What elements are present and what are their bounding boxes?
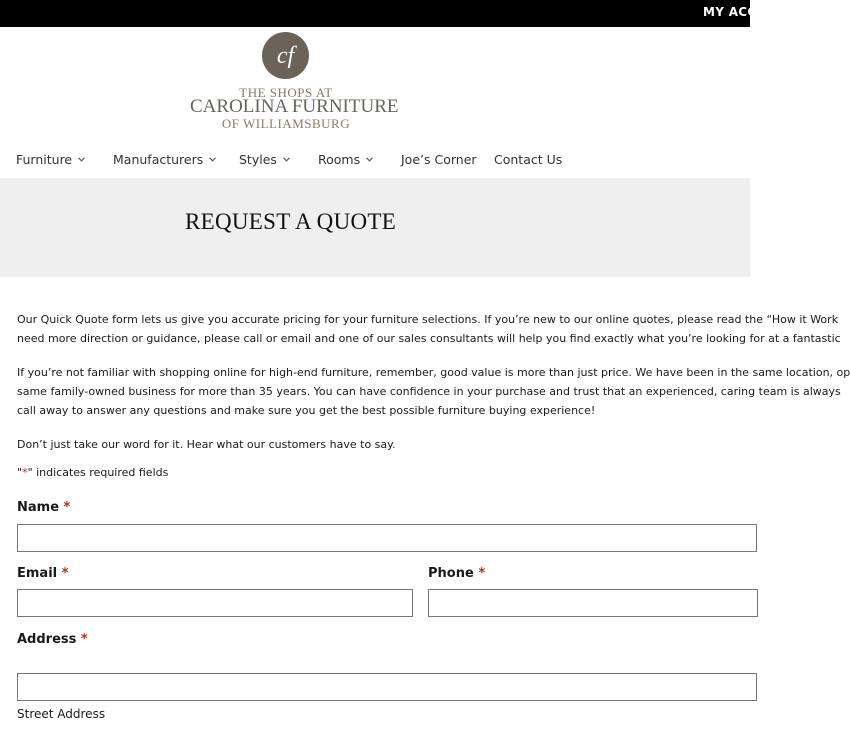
- required-asterisk: *: [478, 566, 486, 581]
- required-fields-note: "*" indicates required fields: [17, 466, 169, 479]
- chevron-down-icon: [283, 157, 290, 162]
- intro-paragraph-2-line-3: call away to answer any questions and make sure you get the best possible furniture buying experience!: [17, 404, 596, 417]
- email-label: Email *: [17, 566, 69, 581]
- intro-paragraph-1-line-1: Our Quick Quote form lets us give you accurate pricing for your furniture selections. If you’re new to our online quotes, please read the “How it Work: [17, 313, 839, 326]
- required-asterisk: *: [80, 632, 88, 647]
- site-logo[interactable]: [190, 32, 399, 132]
- nav-item-rooms[interactable]: [318, 152, 373, 167]
- intro-paragraph-2-line-2: same family-owned business for more than 35 years. You can have confidence in your purchase and trust that an experienced, caring team is always: [17, 385, 841, 398]
- page-title: REQUEST A QUOTE: [185, 209, 397, 234]
- chevron-down-icon: [366, 157, 373, 162]
- page-hero: [0, 178, 750, 277]
- nav-item-label: Rooms: [318, 152, 361, 167]
- nav-item-label: Contact Us: [494, 152, 563, 167]
- nav-item-contact-us[interactable]: [494, 152, 562, 167]
- my-account-link[interactable]: MY ACCO: [703, 5, 768, 19]
- phone-label: Phone *: [428, 566, 486, 581]
- nav-item-joes-corner[interactable]: [401, 152, 477, 167]
- nav-item-label: Styles: [239, 152, 277, 167]
- main-nav: [0, 150, 750, 172]
- street-address-input[interactable]: [17, 673, 757, 701]
- required-asterisk: *: [22, 466, 28, 479]
- intro-paragraph-3: Don’t just take our word for it. Hear what our customers have to say.: [17, 438, 396, 451]
- logo-line-3: OF WILLIAMSBURG: [221, 116, 351, 131]
- name-label: Name *: [17, 500, 71, 515]
- nav-item-label: Manufacturers: [113, 152, 204, 167]
- intro-content: [17, 310, 850, 454]
- intro-paragraph-2-line-1: If you’re not familiar with shopping online for high-end furniture, remember, good value is more than just price. We have been in the same location, op: [17, 366, 850, 379]
- nav-item-styles[interactable]: [239, 152, 290, 167]
- logo-line-2: CAROLINA FURNITURE: [190, 96, 399, 117]
- intro-paragraph-1-line-2: need more direction or guidance, please call or email and one of our sales consultants will help you find exactly what you’re looking for at a fantastic: [17, 332, 841, 345]
- address-label: Address *: [17, 632, 88, 647]
- phone-input[interactable]: [428, 589, 758, 617]
- nav-item-manufacturers[interactable]: [113, 152, 216, 167]
- street-address-sublabel: Street Address: [17, 707, 106, 721]
- logo-seal-icon: [262, 32, 309, 79]
- logo-monogram: cf: [276, 43, 295, 69]
- nav-item-label: Joe’s Corner: [401, 152, 477, 167]
- top-bar: [0, 0, 768, 27]
- nav-item-furniture[interactable]: [16, 152, 85, 167]
- email-input[interactable]: [17, 589, 413, 617]
- chevron-down-icon: [78, 157, 85, 162]
- required-asterisk: *: [61, 566, 69, 581]
- required-asterisk: *: [63, 500, 71, 515]
- chevron-down-icon: [209, 157, 216, 162]
- name-input[interactable]: [17, 524, 757, 552]
- nav-item-label: Furniture: [16, 152, 73, 167]
- logo-line-1: THE SHOPS AT: [239, 85, 333, 100]
